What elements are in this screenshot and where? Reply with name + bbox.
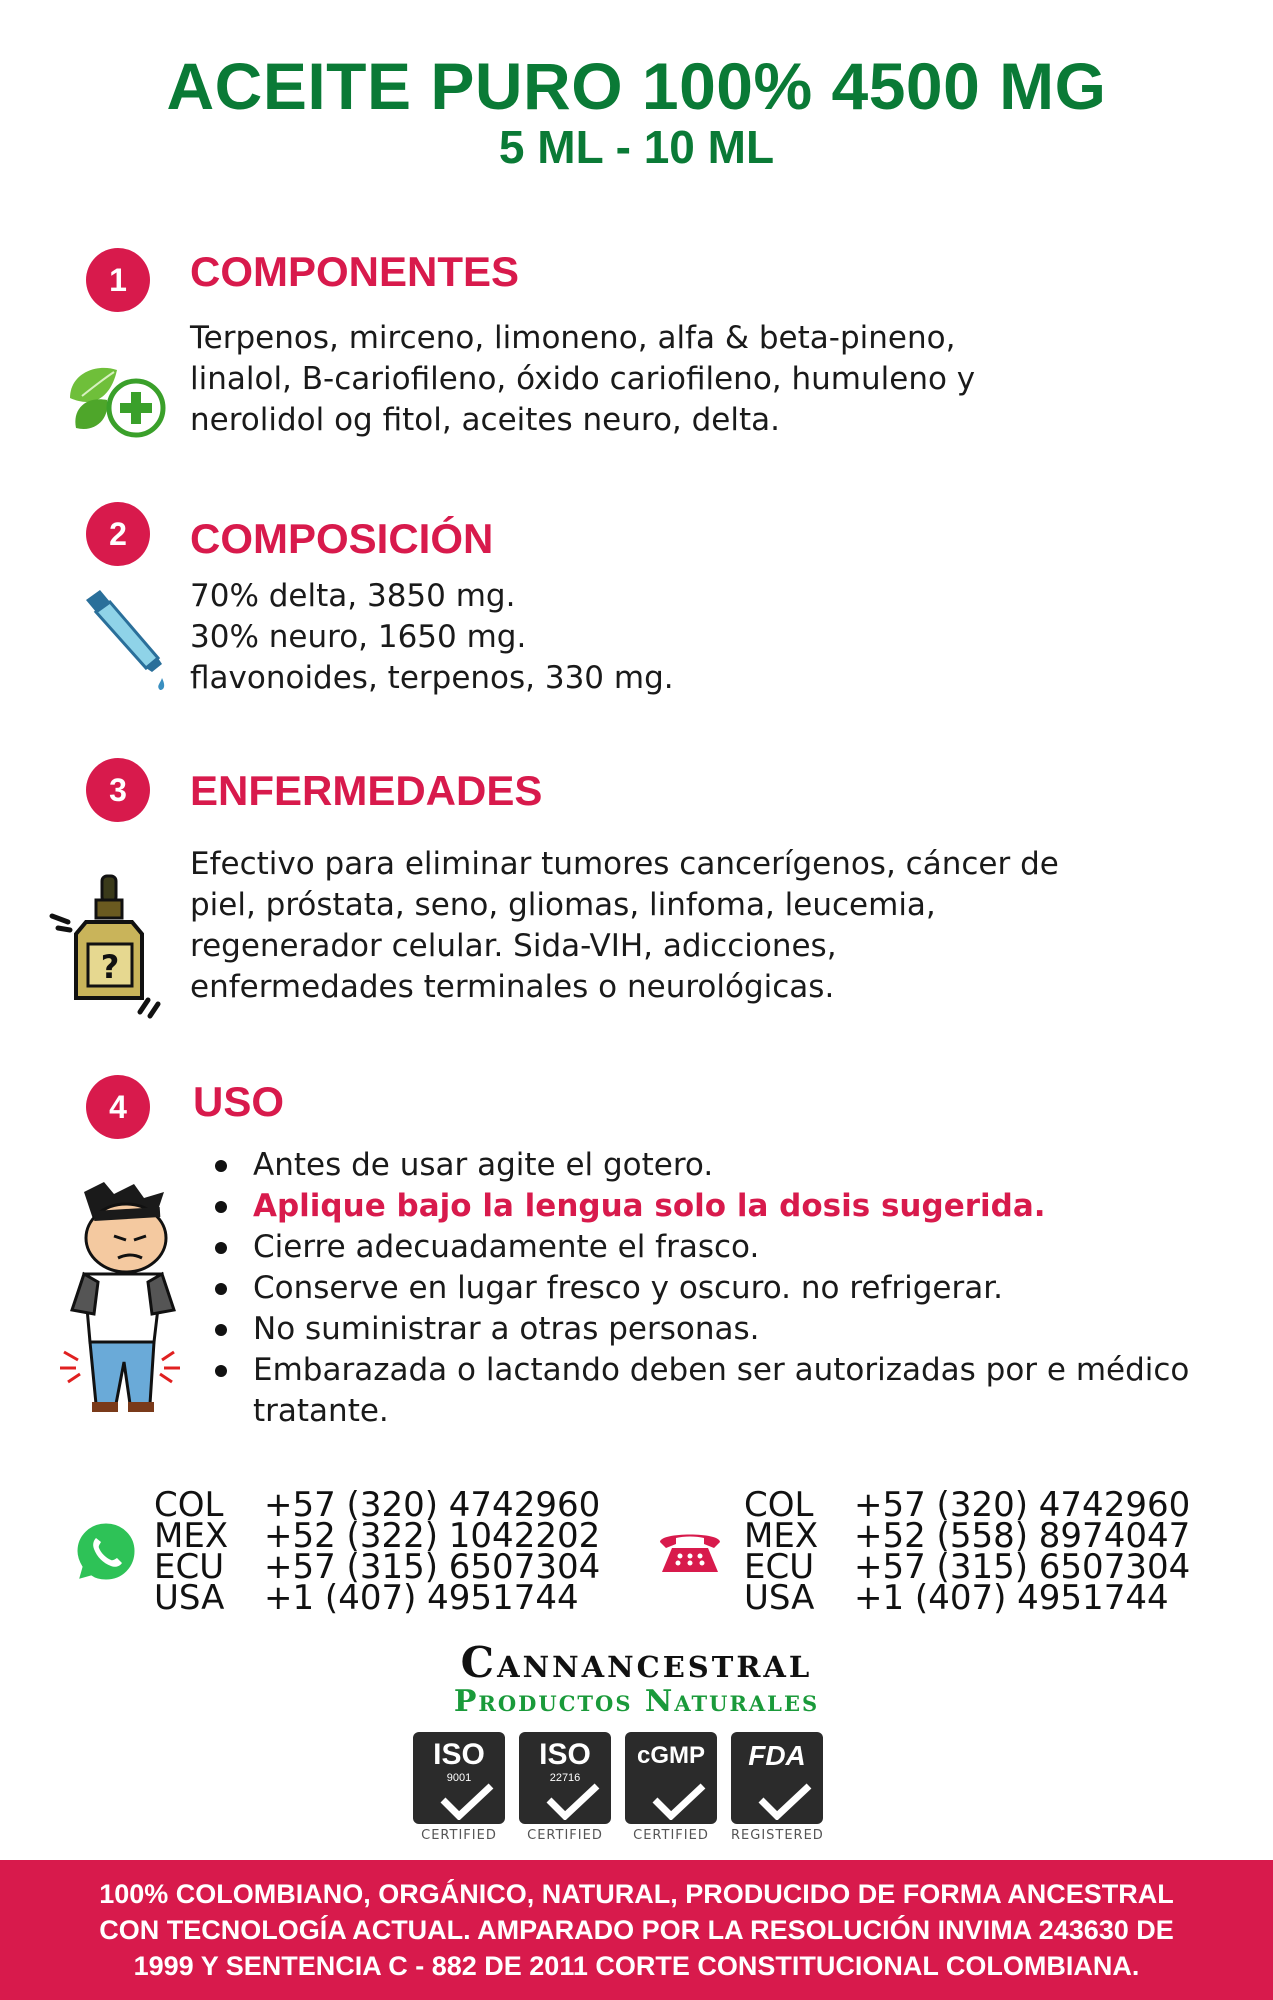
list-item: Conserve en lugar fresco y oscuro. no refrigerar. [205, 1268, 1253, 1309]
phone-number[interactable]: +57 (320) 4742960 [264, 1485, 601, 1525]
section-number-1: 1 [86, 248, 150, 312]
cert-badge [519, 1732, 611, 1824]
contact-row [744, 1578, 1190, 1618]
phone-number[interactable]: +57 (315) 6507304 [264, 1547, 601, 1587]
country-code: COL [744, 1485, 814, 1525]
list-item: Antes de usar agite el gotero. [205, 1145, 1253, 1186]
list-item-highlight: Aplique bajo la lengua solo la dosis sugerida. [205, 1186, 1253, 1227]
cert-label: CERTIFIED [421, 1828, 497, 1843]
section-title-componentes: COMPONENTES [190, 248, 520, 295]
section-title-uso: USO [193, 1078, 285, 1125]
text-line: linalol, B-cariofileno, óxido cariofileno, humuleno y [190, 361, 976, 397]
text-line: nerolidol og fitol, aceites neuro, delta. [190, 402, 780, 438]
section-title-enfermedades: ENFERMEDADES [190, 767, 543, 814]
uso-list [205, 1145, 1253, 1432]
text-line: Efectivo para eliminar tumores cancerígenos, cáncer de [190, 846, 1059, 882]
list-item: Cierre adecuadamente el frasco. [205, 1227, 1253, 1268]
country-code: ECU [154, 1547, 225, 1587]
section-3-text [190, 844, 1059, 1008]
section-title-composicion: COMPOSICIÓN [190, 515, 494, 562]
svg-text:?: ? [100, 948, 120, 986]
cert-label: CERTIFIED [527, 1828, 603, 1843]
telephone-icon [656, 1524, 724, 1578]
leaf-plus-icon [62, 358, 168, 444]
cert-code: 9001 [446, 1772, 472, 1784]
text-line: enfermedades terminales o neurológicas. [190, 969, 835, 1005]
text-line: piel, próstata, seno, gliomas, linfoma, leucemia, [190, 887, 936, 923]
country-code: USA [154, 1578, 225, 1618]
cert-iso-22716 [519, 1732, 611, 1843]
text-line: regenerador celular. Sida-VIH, adicciones, [190, 928, 837, 964]
phone-contacts [744, 1485, 1191, 1618]
contact-row [154, 1578, 600, 1618]
page-title: ACEITE PURO 100% 4500 MG [166, 49, 1107, 123]
cert-mark: ISO [433, 1738, 485, 1771]
cert-fda [731, 1732, 823, 1843]
checkmark-icon [545, 1782, 601, 1820]
footer-line: CON TECNOLOGÍA ACTUAL. AMPARADO POR LA RESOLUCIÓN INVIMA 243630 DE [99, 1915, 1174, 1945]
cert-badge [625, 1732, 717, 1824]
cert-mark: cGMP [636, 1742, 705, 1769]
list-item: Embarazada o lactando deben ser autorizadas por e médico tratante. [205, 1350, 1253, 1432]
whatsapp-contacts [154, 1485, 601, 1618]
country-code: COL [154, 1485, 224, 1525]
country-code: USA [744, 1578, 815, 1618]
text-line: Terpenos, mirceno, limoneno, alfa & beta-pineno, [190, 320, 956, 356]
section-1-text [190, 318, 975, 441]
text-line: flavonoides, terpenos, 330 mg. [190, 660, 674, 696]
phone-number[interactable]: +52 (322) 1042202 [264, 1516, 601, 1556]
phone-number[interactable]: +52 (558) 8974047 [854, 1516, 1191, 1556]
footer-line: 100% COLOMBIANO, ORGÁNICO, NATURAL, PRODUCIDO DE FORMA ANCESTRAL [99, 1879, 1174, 1909]
cert-label: REGISTERED [731, 1828, 824, 1843]
cert-iso-9001 [413, 1732, 505, 1843]
phone-number[interactable]: +1 (407) 4951744 [264, 1578, 579, 1618]
checkmark-icon [651, 1782, 707, 1820]
country-code: ECU [744, 1547, 815, 1587]
page-subtitle: 5 ML - 10 ML [498, 121, 775, 173]
cert-code: 22716 [549, 1772, 581, 1784]
text-line: 30% neuro, 1650 mg. [190, 619, 527, 655]
phone-number[interactable]: +57 (315) 6507304 [854, 1547, 1191, 1587]
phone-number[interactable]: +1 (407) 4951744 [854, 1578, 1169, 1618]
section-2-text [190, 576, 674, 699]
cert-badge [413, 1732, 505, 1824]
list-item: No suministrar a otras personas. [205, 1309, 1253, 1350]
section-number-4: 4 [86, 1075, 150, 1139]
dropper-icon [80, 588, 170, 692]
cert-mark: FDA [748, 1740, 806, 1771]
question-bottle-icon [48, 872, 166, 1022]
text-line: 70% delta, 3850 mg. [190, 578, 516, 614]
cert-badge [731, 1732, 823, 1824]
sick-man-icon [34, 1182, 204, 1418]
phone-number[interactable]: +57 (320) 4742960 [854, 1485, 1191, 1525]
checkmark-icon [757, 1782, 813, 1820]
cert-label: CERTIFIED [633, 1828, 709, 1843]
country-code: MEX [744, 1516, 819, 1556]
footer-line: 1999 Y SENTENCIA C - 882 DE 2011 CORTE CONSTITUCIONAL COLOMBIANA. [133, 1951, 1140, 1981]
brand-tagline: Productos Naturales [453, 1684, 820, 1719]
certifications [413, 1732, 823, 1843]
cert-mark: ISO [539, 1738, 591, 1771]
cert-cgmp [625, 1732, 717, 1843]
checkmark-icon [439, 1782, 495, 1820]
brand-name: Cannancestral [460, 1638, 813, 1687]
section-number-2: 2 [86, 502, 150, 566]
whatsapp-icon [72, 1518, 140, 1586]
country-code: MEX [154, 1516, 229, 1556]
section-number-3: 3 [86, 758, 150, 822]
footer-banner [0, 1860, 1273, 2000]
